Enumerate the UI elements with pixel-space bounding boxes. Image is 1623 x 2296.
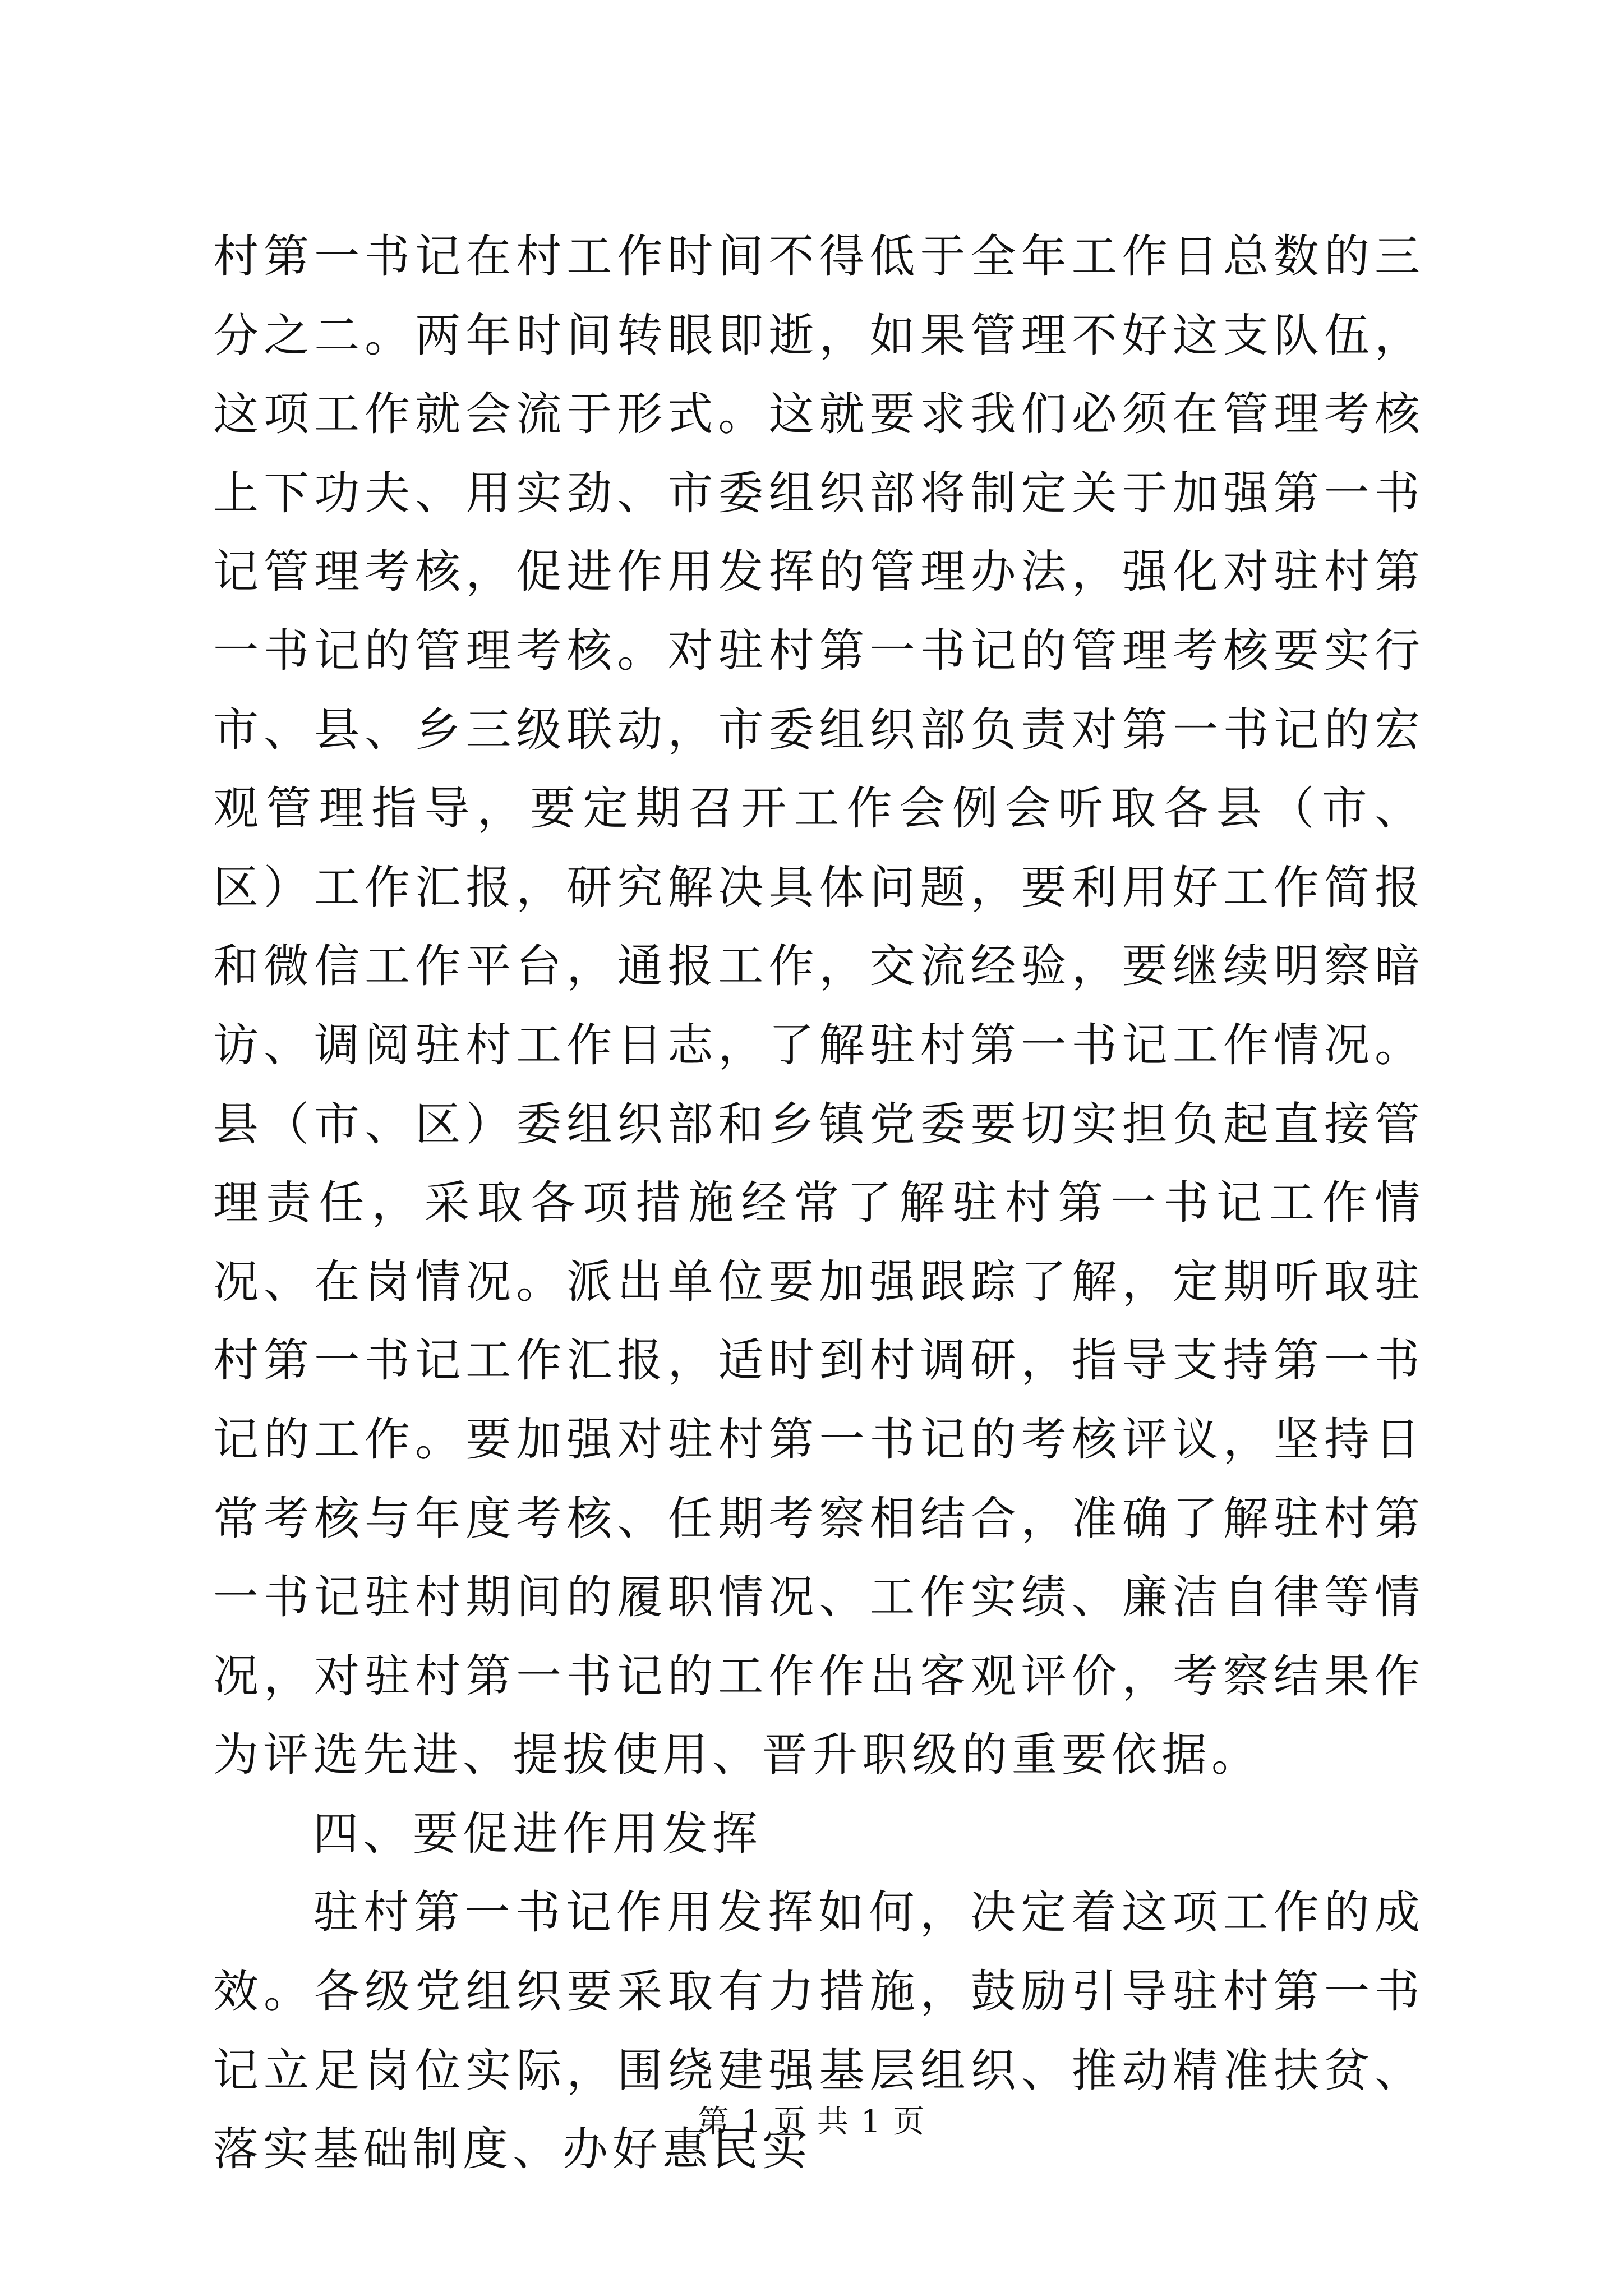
body-paragraph-2: 驻村第一书记作用发挥如何，决定着这项工作的成效。各级党组织要采取有力措施，鼓励引导驻村第一书记立足岗位实际，围绕建强基层组织、推动精准扶贫、落实基础制度、办好惠民实 <box>213 1887 1424 2177</box>
body-paragraph-1: 村第一书记在村工作时间不得低于全年工作日总数的三分之二。两年时间转眼即逝，如果管理不好这支队伍，这项工作就会流于形式。这就要求我们必须在管理考核上下功夫、用实劲、市委组织部将制定关于加强第一书记管理考核，促进作用发挥的管理办法，强化对驻村第一书记的管理考核。对驻村第一书记的管理考核要实行市、县、乡三级联动，市委组织部负责对第一书记的宏观管理指导，要定期召开工作会例会听取各县（市、区）工作汇报，研究解决具体问题，要利用好工作简报和微信工作平台，通报工作，交流经验，要继续明察暗访、调阅驻村工作日志，了解驻村第一书记工作情况。县（市、区）委组织部和乡镇党委要切实担负起直接管理责任，采取各项措施经常了解驻村第一书记工作情况、在岗情况。派出单位要加强跟踪了解，定期听取驻村第一书记工作汇报，适时到村调研，指导支持第一书记的工作。要加强对驻村第一书记的考核评议，坚持日常考核与年度考核、任期考察相结合，准确了解驻村第一书记驻村期间的履职情况、工作实绩、廉洁自律等情况，对驻村第一书记的工作作出客观评价，考察结果作为评选先进、提拔使用、晋升职级的重要依据。 <box>213 231 1424 1782</box>
document-body <box>213 218 1424 2189</box>
page-footer: 第 1 页 共 1 页 <box>697 2104 926 2140</box>
section-heading-4: 四、要促进作用发挥 <box>313 1807 763 1861</box>
